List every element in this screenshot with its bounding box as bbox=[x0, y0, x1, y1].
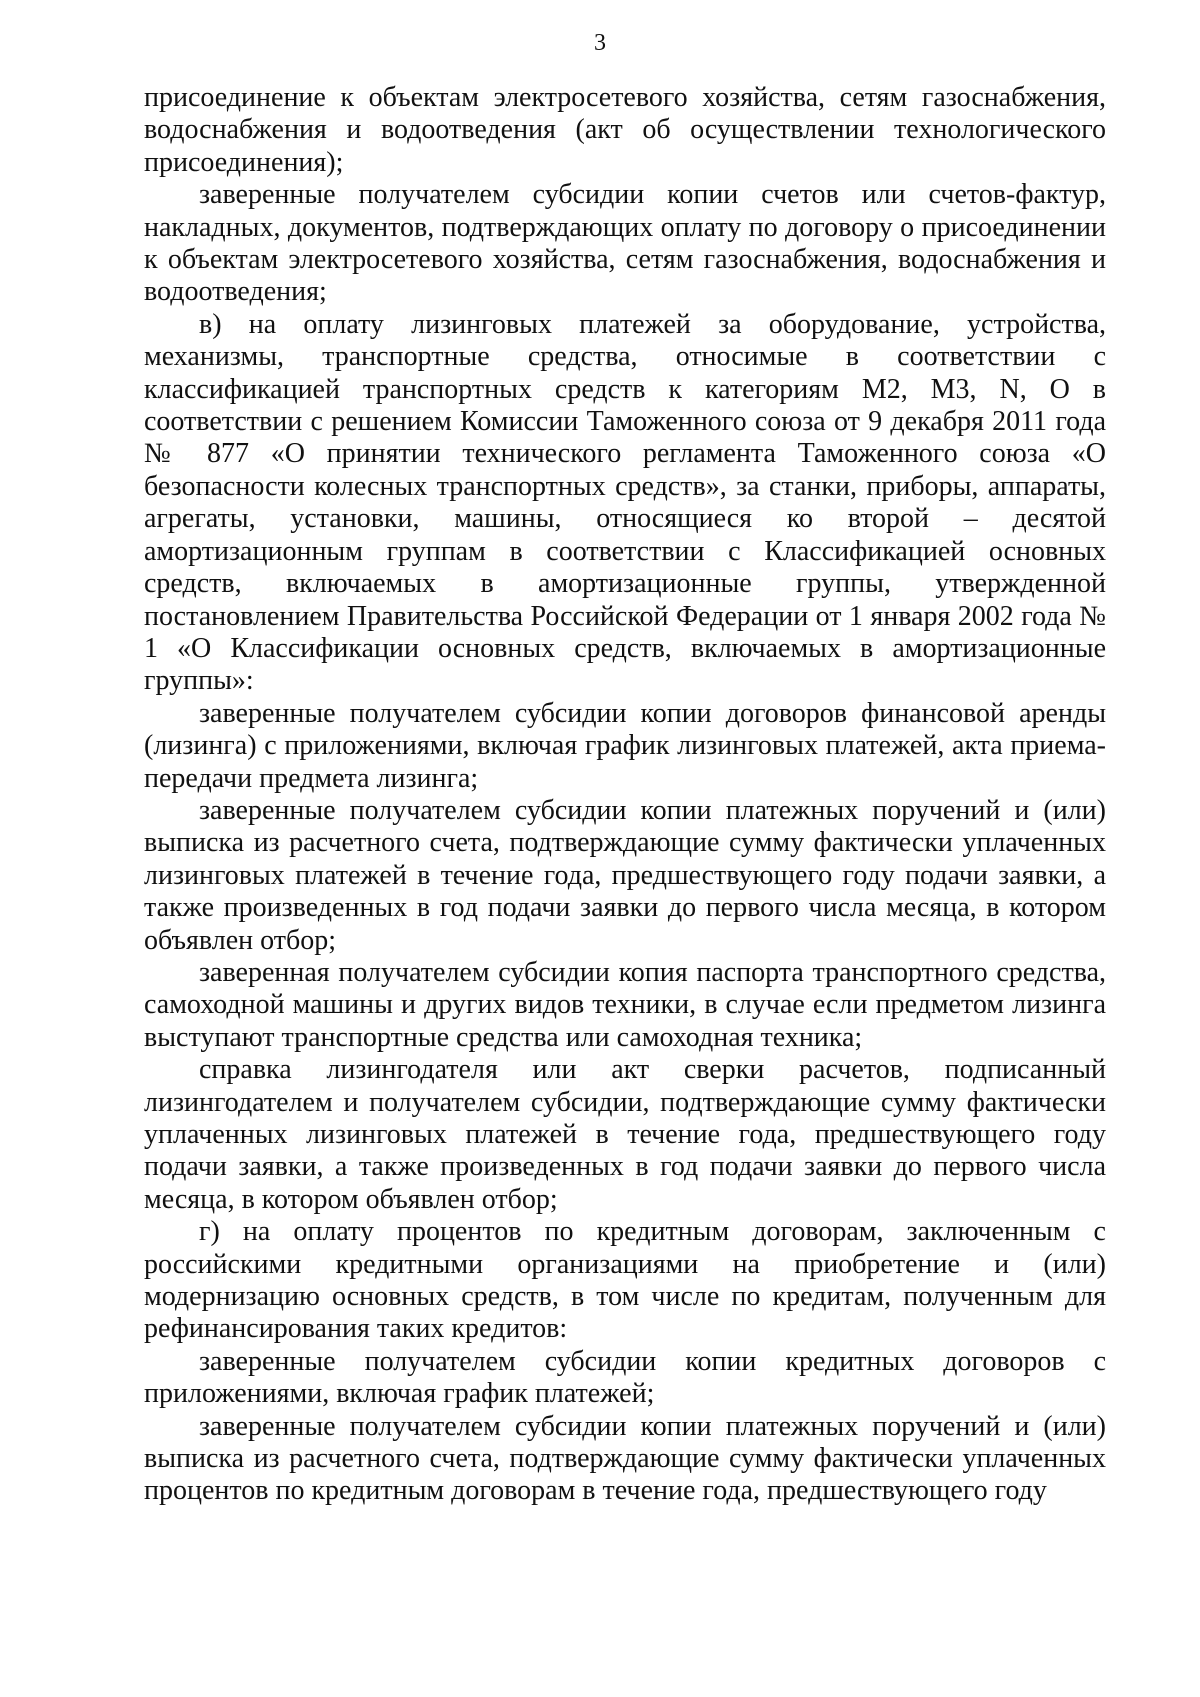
paragraph: заверенные получателем субсидии копии кредитных договоров с приложениями, включая график платежей; bbox=[144, 1345, 1106, 1410]
paragraph: заверенные получателем субсидии копии платежных поручений и (или) выписка из расчетного счета, подтверждающие сумму фактически уплаченных процентов по кредитным договорам в течение года, предшествующего году bbox=[144, 1410, 1106, 1507]
paragraph: заверенные получателем субсидии копии платежных поручений и (или) выписка из расчетного счета, подтверждающие сумму фактически уплаченных лизинговых платежей в течение года, предшествующего году подачи заявки, а также произведенных в год подачи заявки до первого числа месяца, в котором объявлен отбор; bbox=[144, 794, 1106, 956]
paragraph: заверенные получателем субсидии копии договоров финансовой аренды (лизинга) с приложениями, включая график лизинговых платежей, акта приема-передачи предмета лизинга; bbox=[144, 697, 1106, 794]
paragraph: заверенные получателем субсидии копии счетов или счетов-фактур, накладных, документов, подтверждающих оплату по договору о присоединении к объектам электросетевого хозяйства, сетям газоснабжения, водоснабжения и водоотведения; bbox=[144, 179, 1106, 308]
paragraph-item-g: г) на оплату процентов по кредитным договорам, заключенным с российскими кредитными организациями на приобретение и (или) модернизацию основных средств, в том числе по кредитам, полученным для рефинансирования таких кредитов: bbox=[144, 1216, 1106, 1345]
paragraph-item-v: в) на оплату лизинговых платежей за оборудование, устройства, механизмы, транспортные средства, относимые в соответствии с классификацией транспортных средств к категориям М2, М3, N, О в соответствии с решением Комиссии Таможенного союза от 9 декабря 2011 года № 877 «О принятии технического регламента Таможенного союза «О безопасности колесных транспортных средств», за станки, приборы, аппараты, агрегаты, установки, машины, относящиеся ко второй – десятой амортизационным группам в соответствии с Классификацией основных средств, включаемых в амортизационные группы, утвержденной постановлением Правительства Российской Федерации от 1 января 2002 года № 1 «О Классификации основных средств, включаемых в амортизационные группы»: bbox=[144, 308, 1106, 697]
paragraph-continuation: присоединение к объектам электросетевого хозяйства, сетям газоснабжения, водоснабжения и водоотведения (акт об осуществлении технологического присоединения); bbox=[144, 82, 1106, 178]
document-body bbox=[144, 82, 1106, 1508]
page-number: 3 bbox=[594, 30, 606, 56]
paragraph: справка лизингодателя или акт сверки расчетов, подписанный лизингодателем и получателем субсидии, подтверждающие сумму фактически уплаченных лизинговых платежей в течение года, предшествующего году подачи заявки, а также произведенных в год подачи заявки до первого числа месяца, в котором объявлен отбор; bbox=[144, 1054, 1106, 1215]
paragraph: заверенная получателем субсидии копия паспорта транспортного средства, самоходной машины и других видов техники, в случае если предметом лизинга выступают транспортные средства или самоходная техника; bbox=[144, 956, 1106, 1053]
